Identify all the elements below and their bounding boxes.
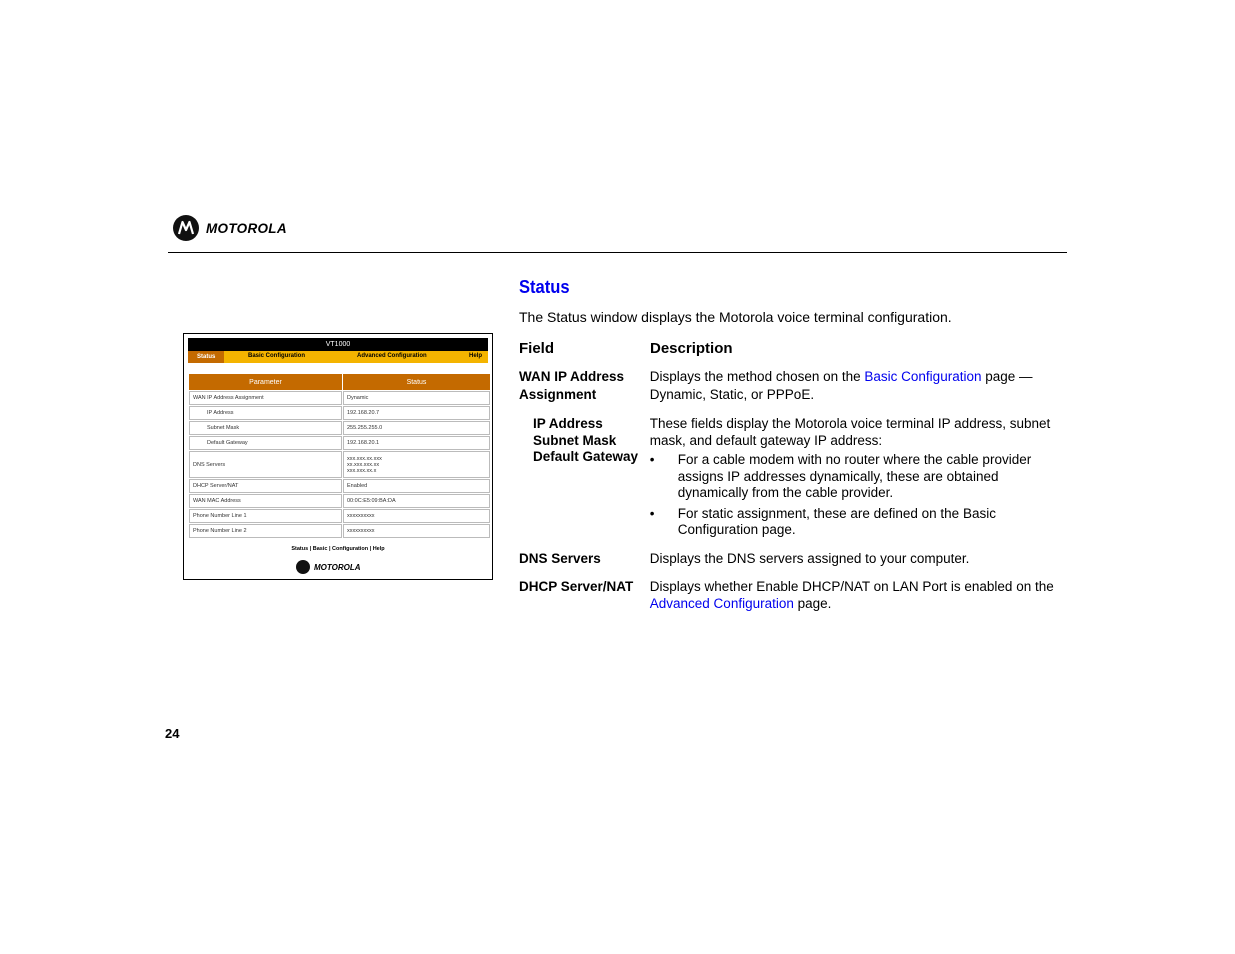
field-label: DHCP Server/NAT bbox=[519, 579, 634, 594]
desc-text: Dynamic, Static, or PPPoE. bbox=[649, 386, 815, 402]
screenshot-title: VT1000 bbox=[188, 338, 488, 351]
screenshot-nav bbox=[188, 351, 488, 363]
desc-text: mask, and default gateway IP address: bbox=[649, 432, 883, 448]
field-label: DNS Servers bbox=[519, 550, 601, 566]
param-cell: DHCP Server/NAT bbox=[189, 479, 342, 493]
table-row bbox=[189, 391, 490, 405]
field-line: Default Gateway bbox=[533, 449, 639, 464]
header-rule bbox=[168, 252, 1067, 253]
section-title: Status bbox=[519, 277, 570, 297]
description-header: Description bbox=[650, 340, 733, 357]
desc-text: Displays whether Enable DHCP/NAT on LAN Port is enabled on the bbox=[649, 579, 1054, 594]
dns-2: xx.xxx.xxx.xx bbox=[347, 461, 380, 468]
motorola-logo bbox=[173, 215, 287, 241]
row-wan-ip bbox=[519, 369, 1059, 403]
param-cell: IP Address bbox=[189, 406, 342, 420]
param-cell: Subnet Mask bbox=[189, 421, 342, 435]
motorola-batwing-icon bbox=[296, 560, 310, 574]
param-cell: WAN MAC Address bbox=[189, 494, 342, 508]
desc-text: page — bbox=[981, 369, 1033, 384]
field-line: Subnet Mask bbox=[533, 432, 617, 448]
bullet-marker: • bbox=[649, 505, 655, 521]
value-cell: xxxxxxxxxx bbox=[343, 524, 490, 538]
value-cell bbox=[343, 451, 490, 478]
nav-help[interactable]: Help bbox=[469, 353, 483, 359]
field-line: IP Address bbox=[533, 416, 603, 431]
dns-3: xxx.xxx.xx.x bbox=[347, 467, 377, 474]
table-row bbox=[189, 451, 490, 478]
nav-basic-configuration[interactable]: Basic Configuration bbox=[248, 353, 306, 359]
col-status: Status bbox=[343, 374, 490, 390]
row-ip-address bbox=[519, 416, 1059, 539]
nav-advanced-configuration[interactable]: Advanced Configuration bbox=[357, 353, 427, 359]
dns-1: xxx.xxx.xx.xxx bbox=[347, 455, 382, 462]
table-row bbox=[189, 479, 490, 493]
field-header: Field bbox=[519, 340, 555, 357]
value-cell: 192.168.20.1 bbox=[343, 436, 490, 450]
screenshot-brand: MOTOROLA bbox=[314, 562, 361, 572]
bullet-marker: • bbox=[649, 452, 655, 467]
bullet-text: For static assignment, these are defined on the Basic Configuration page. bbox=[677, 505, 996, 537]
nav-status[interactable]: Status bbox=[188, 351, 224, 363]
table-row bbox=[189, 524, 490, 538]
table-row bbox=[189, 436, 490, 450]
field-line: Assignment bbox=[519, 386, 597, 402]
bullet-item bbox=[650, 452, 1059, 502]
value-cell: 192.168.20.7 bbox=[343, 406, 490, 420]
table-row bbox=[189, 406, 490, 420]
section-intro: The Status window displays the Motorola voice terminal configuration. bbox=[519, 309, 952, 325]
column-headers bbox=[519, 340, 1059, 357]
param-cell: WAN IP Address Assignment bbox=[189, 391, 342, 405]
value-cell: 00:0C:E5:09:BA:DA bbox=[343, 494, 490, 508]
advanced-configuration-link[interactable]: Advanced Configuration bbox=[649, 595, 794, 611]
table-row bbox=[189, 494, 490, 508]
status-table bbox=[188, 373, 491, 539]
param-cell: Phone Number Line 2 bbox=[189, 524, 342, 538]
param-cell: DNS Servers bbox=[189, 451, 342, 478]
value-cell: Enabled bbox=[343, 479, 490, 493]
basic-configuration-link[interactable]: Basic Configuration bbox=[864, 369, 982, 384]
col-parameter: Parameter bbox=[189, 374, 342, 390]
table-row bbox=[189, 509, 490, 523]
value-cell: Dynamic bbox=[343, 391, 490, 405]
brand-wordmark: MOTOROLA bbox=[206, 220, 287, 236]
desc-text: Displays the method chosen on the bbox=[649, 369, 865, 384]
status-section bbox=[519, 277, 1059, 612]
status-window-screenshot bbox=[183, 333, 493, 580]
desc-text: page. bbox=[793, 595, 832, 611]
field-description: Displays the DNS servers assigned to your computer. bbox=[649, 550, 970, 566]
value-cell: 255.255.255.0 bbox=[343, 421, 490, 435]
field-label bbox=[519, 369, 650, 403]
motorola-batwing-icon bbox=[173, 215, 199, 241]
table-row bbox=[189, 421, 490, 435]
param-cell: Default Gateway bbox=[189, 436, 342, 450]
page-number: 24 bbox=[165, 726, 180, 741]
field-label bbox=[519, 416, 650, 539]
bullet-text: For a cable modem with no router where the cable provider assigns IP addresses dynamically, these are obtained dynamically from the cable provider. bbox=[677, 452, 1032, 500]
row-dhcp-server bbox=[519, 579, 1059, 612]
field-description bbox=[650, 416, 1059, 539]
screenshot-footer-links[interactable]: Status | Basic | Configuration | Help bbox=[291, 546, 385, 552]
field-description bbox=[650, 579, 1059, 612]
row-dns-servers bbox=[519, 551, 1059, 568]
field-description bbox=[650, 369, 1059, 403]
field-line: WAN IP Address bbox=[519, 369, 625, 384]
value-cell: xxxxxxxxxx bbox=[343, 509, 490, 523]
desc-text: These fields display the Motorola voice terminal IP address, subnet bbox=[649, 416, 1051, 431]
param-cell: Phone Number Line 1 bbox=[189, 509, 342, 523]
screenshot-motorola-logo bbox=[296, 560, 361, 574]
bullet-item bbox=[650, 506, 1059, 539]
